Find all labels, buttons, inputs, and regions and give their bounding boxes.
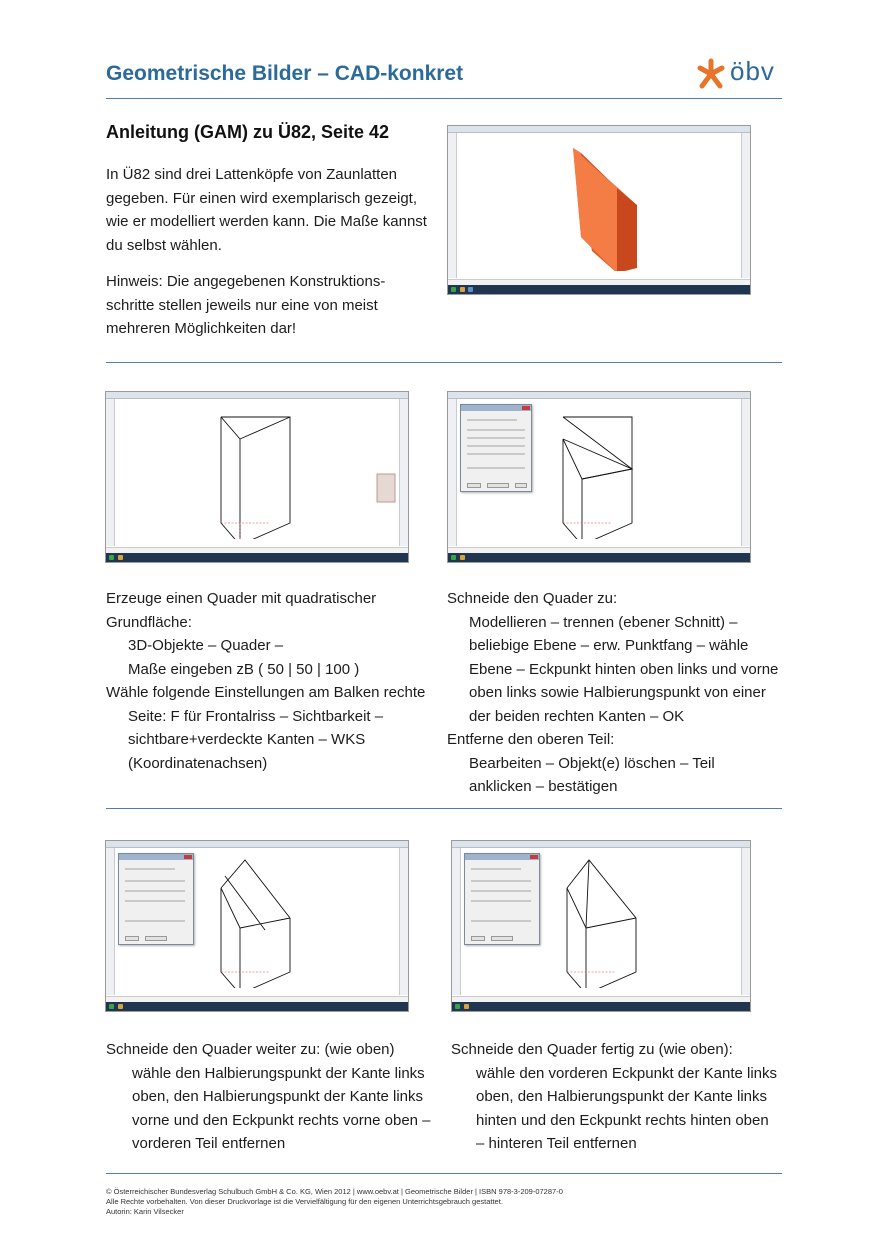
app-menubar (448, 126, 750, 133)
cut-dialog (464, 853, 540, 945)
author-line: Autorin: Karin Vilsecker (106, 1207, 184, 1216)
dialog-row (471, 900, 531, 902)
text-line: Schneide den Quader fertig zu (wie oben): (451, 1041, 733, 1058)
text-line: der beiden rechten Kanten – OK (469, 707, 685, 725)
folder-icon (460, 287, 465, 292)
page-header-title: Geometrische Bilder – CAD-konkret (106, 62, 464, 85)
text-line: In Ü82 sind drei Lattenköpfe von Zaunlatten (106, 166, 398, 183)
cancel-button[interactable] (487, 483, 509, 488)
step2-instructions (447, 587, 787, 799)
dialog-row (125, 900, 185, 902)
logo-text: öbv (730, 56, 775, 86)
app-menubar (452, 841, 750, 848)
close-icon[interactable] (530, 855, 538, 859)
text-line: Bearbeiten – Objekt(e) löschen – Teil (469, 754, 715, 772)
folder-icon (464, 1004, 469, 1009)
dialog-row (471, 880, 531, 882)
ok-button[interactable] (471, 936, 485, 941)
dialog-row (125, 868, 175, 870)
start-icon (451, 287, 456, 292)
text-line: (Koordinatenachsen) (128, 754, 268, 772)
dialog-row (467, 437, 525, 439)
text-line: Schneide den Quader zu: (447, 590, 618, 607)
text-line: Grundfläche: (106, 613, 192, 631)
step1-instructions (106, 587, 446, 775)
dialog-row (471, 890, 531, 892)
screenshot-cuboid (105, 391, 409, 563)
text-line: wähle den vorderen Eckpunkt der Kante links (476, 1064, 778, 1082)
start-icon (109, 1004, 114, 1009)
text-line: Maße eingeben zB ( 50 | 50 | 100 ) (128, 660, 360, 678)
close-icon[interactable] (184, 855, 192, 859)
text-line: wähle den Halbierungspunkt der Kante links (132, 1064, 425, 1082)
text-line: Schneide den Quader weiter zu: (wie oben) (106, 1041, 395, 1058)
star-icon (696, 58, 726, 90)
dialog-row (467, 429, 525, 431)
section-divider (106, 808, 782, 809)
text-line: Ebene – Eckpunkt hinten oben links und vorne (469, 660, 779, 678)
os-taskbar (452, 1002, 750, 1011)
header-divider (106, 98, 782, 99)
dialog-row (125, 880, 185, 882)
text-line: schritte stellen jeweils nur eine von meist (106, 296, 378, 314)
screenshot-third-cut (451, 840, 751, 1012)
help-button[interactable] (515, 483, 527, 488)
cut-dialog (460, 404, 532, 492)
dialog-row (467, 419, 517, 421)
text-line: Erzeuge einen Quader mit quadratischer (106, 590, 377, 607)
text-line: Seite: F für Frontalriss – Sichtbarkeit – (128, 707, 384, 725)
dialog-row (125, 920, 185, 922)
intro-paragraph (106, 163, 446, 257)
app-menubar (106, 841, 408, 848)
section-divider (106, 362, 782, 363)
os-taskbar (448, 285, 750, 294)
dialog-titlebar (119, 854, 193, 860)
folder-icon (118, 1004, 123, 1009)
os-taskbar (106, 553, 408, 562)
cancel-button[interactable] (145, 936, 167, 941)
ok-button[interactable] (467, 483, 481, 488)
dialog-row (471, 868, 521, 870)
text-line: Modellieren – trennen (ebener Schnitt) – (469, 613, 738, 631)
browser-icon (468, 287, 473, 292)
text-line: oben links sowie Halbierungspunkt von einer (469, 684, 766, 701)
copyright-line: © Österreichischer Bundesverlag Schulbuch GmbH & Co. KG, Wien 2012 | www.oebv.at | Geometrische Bilder | ISBN 978-3-209-07287-0 (106, 1187, 563, 1196)
dialog-row (125, 890, 185, 892)
text-line: hinten und den Eckpunkt rechts hinten oben (476, 1111, 769, 1129)
app-menubar (448, 392, 750, 399)
text-line: vorderen Teil entfernen (132, 1135, 286, 1152)
text-line: – hinteren Teil entfernen (476, 1135, 637, 1152)
os-taskbar (106, 1002, 408, 1011)
dialog-row (467, 467, 525, 469)
app-left-toolbar (106, 848, 115, 995)
app-left-toolbar (448, 399, 457, 546)
text-line: vorne und den Eckpunkt rechts vorne oben – (132, 1111, 431, 1129)
dialog-row (467, 453, 525, 455)
page-heading: Anleitung (GAM) zu Ü82, Seite 42 (106, 122, 390, 142)
screenshot-final-solid (447, 125, 751, 295)
text-line: anklicken – bestätigen (469, 778, 618, 795)
start-icon (109, 555, 114, 560)
text-line: oben, den Halbierungspunkt der Kante links (476, 1088, 768, 1105)
start-icon (455, 1004, 460, 1009)
screenshot-first-cut (447, 391, 751, 563)
text-line: Hinweis: Die angegebenen Konstruktions- (106, 273, 386, 290)
folder-icon (118, 555, 123, 560)
dialog-titlebar (465, 854, 539, 860)
publisher-logo (696, 58, 786, 92)
step3-instructions (106, 1038, 446, 1156)
os-taskbar (448, 553, 750, 562)
start-icon (451, 555, 456, 560)
app-left-toolbar (106, 399, 115, 546)
app-left-toolbar (448, 133, 457, 278)
text-line: Wähle folgende Einstellungen am Balken rechte (106, 684, 426, 701)
text-line: wie er modelliert werden kann. Die Maße kannst (106, 213, 427, 230)
footer (106, 1187, 563, 1217)
rights-line: Alle Rechte vorbehalten. Von dieser Druckvorlage ist die Vervielfältigung für den eigenen Unterrichtsgebrauch gestattet. (106, 1197, 503, 1206)
text-line: du selbst wählen. (106, 236, 222, 254)
cuboid-drawing (115, 399, 401, 539)
folder-icon (460, 555, 465, 560)
text-line: beliebige Ebene – erw. Punktfang – wähle (469, 637, 749, 654)
screenshot-second-cut (105, 840, 409, 1012)
hint-paragraph (106, 270, 446, 341)
ok-button[interactable] (125, 936, 139, 941)
app-menubar (106, 392, 408, 399)
step4-instructions (451, 1038, 791, 1156)
text-line: mehreren Möglichkeiten dar! (106, 320, 297, 337)
solid-drawing (457, 133, 743, 271)
footer-divider (106, 1173, 782, 1174)
text-line: sichtbare+verdeckte Kanten – WKS (128, 731, 366, 748)
text-line: Entferne den oberen Teil: (447, 731, 615, 748)
text-line: 3D-Objekte – Quader – (128, 637, 284, 654)
dialog-row (467, 445, 525, 447)
text-line: gegeben. Für einen wird exemplarisch gezeigt, (106, 189, 418, 207)
text-line: oben, den Halbierungspunkt der Kante links (132, 1088, 424, 1105)
app-left-toolbar (452, 848, 461, 995)
cancel-button[interactable] (491, 936, 513, 941)
dialog-row (471, 920, 531, 922)
close-icon[interactable] (522, 406, 530, 410)
dialog-titlebar (461, 405, 531, 411)
cut-dialog (118, 853, 194, 945)
